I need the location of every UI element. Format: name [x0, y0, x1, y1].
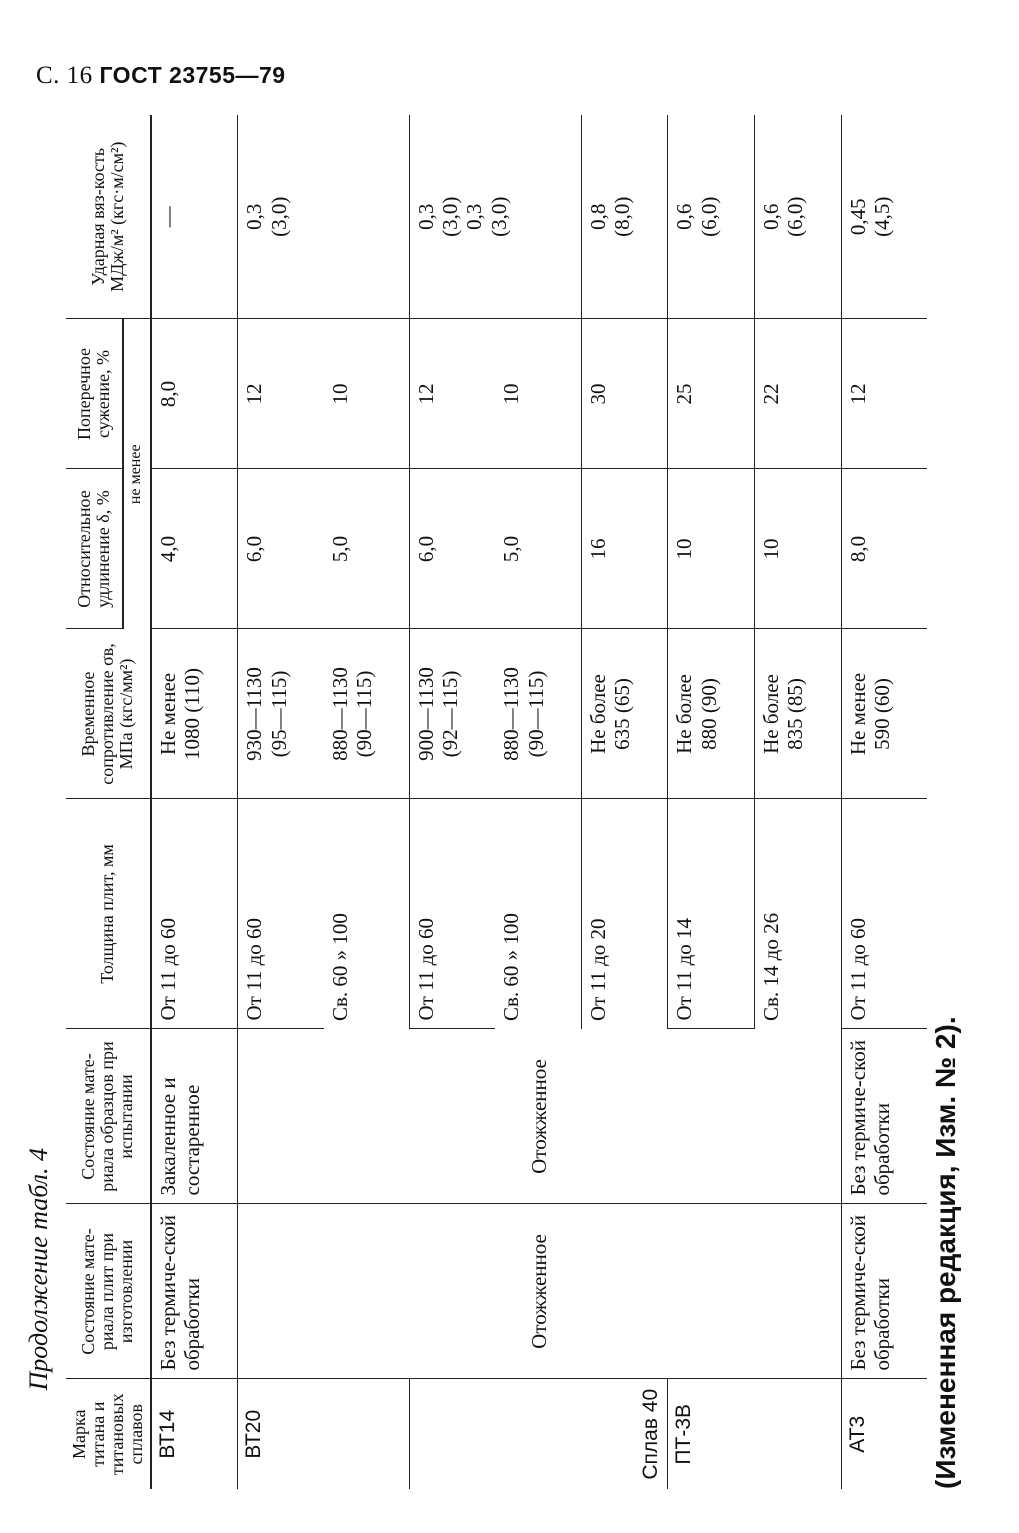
impact-cell: [238, 115, 410, 319]
tensile-line: 880—1130: [327, 667, 352, 761]
elongation-cell: 6,0: [410, 469, 496, 629]
impact-line: 0,3: [414, 203, 439, 230]
tensile-cell: [754, 629, 841, 799]
impact-cell: —: [151, 115, 238, 319]
grade-cell: ВТ14: [151, 1379, 238, 1489]
page-number: С. 16: [36, 62, 93, 89]
grade-cell: АТ3: [841, 1379, 927, 1489]
table-row: [238, 115, 324, 1489]
impact-line: (6,0): [696, 196, 721, 237]
tensile-cell: [324, 629, 410, 799]
elongation-cell: 8,0: [841, 469, 927, 629]
reduction-cell: 30: [581, 319, 668, 469]
tensile-line: (90—115): [351, 670, 376, 758]
state-manufacture-cell: Отожженное: [238, 1204, 841, 1379]
col-state-manufacture: Состояние мате-риала плит при изготовлении: [66, 1204, 151, 1379]
impact-cell: [581, 115, 668, 319]
properties-table: [66, 115, 927, 1489]
tensile-line: Не более: [672, 674, 697, 754]
col-grade: Марка титана и титановых сплавов: [66, 1379, 151, 1489]
standard-number: ГОСТ 23755—79: [99, 62, 286, 88]
amendment-note: (Измененная редакция, Изм. № 2).: [930, 1016, 961, 1489]
impact-line: (8,0): [609, 196, 634, 237]
reduction-cell: 12: [410, 319, 496, 469]
elongation-cell: 10: [754, 469, 841, 629]
impact-line: (4,5): [869, 196, 894, 237]
thickness-cell: Св. 60 » 100: [499, 913, 524, 1021]
impact-line: (3,0): [486, 196, 511, 237]
reduction-cell: 10: [324, 319, 410, 469]
state-test-cell: Без термиче-ской обработки: [841, 1029, 927, 1204]
col-impact: Ударная вяз-кость МДж/м² (кгс·м/см²): [66, 115, 151, 319]
tensile-line: 635 (65): [609, 678, 634, 750]
tensile-line: 880—1130: [499, 667, 524, 761]
state-manufacture-cell: Без термиче-ской обработки: [151, 1204, 238, 1379]
tensile-line: 590 (60): [869, 678, 894, 750]
tensile-cell: [495, 629, 581, 799]
tensile-line: Не менее: [155, 672, 180, 756]
thickness-cell: Св. 14 до 26: [754, 799, 841, 1029]
col-state-test: Состояние мате-риала образцов при испытании: [66, 1029, 151, 1204]
tensile-line: 1080 (110): [179, 668, 204, 760]
thickness-cell: Св. 60 » 100: [327, 913, 352, 1021]
impact-cell: [754, 115, 841, 319]
tensile-cell: [668, 629, 755, 799]
tensile-line: 880 (90): [696, 678, 721, 750]
impact-line: 0,8: [585, 203, 610, 230]
thickness-cell: От 11 до 60: [151, 799, 238, 1029]
impact-line: 0,6: [672, 203, 697, 230]
elongation-cell: 10: [668, 469, 755, 629]
reduction-cell: 12: [238, 319, 324, 469]
impact-line: (6,0): [783, 196, 808, 237]
elongation-cell: 5,0: [324, 469, 410, 629]
impact-line: (3,0): [438, 196, 463, 237]
not-less-label: не менее: [123, 319, 151, 629]
col-thickness: Толщина плит, мм: [66, 799, 151, 1029]
col-elongation: Относительное удлинение δ, %: [66, 469, 123, 629]
impact-cell: [841, 115, 927, 319]
state-test-cell: Закаленное и состаренное: [151, 1029, 238, 1204]
impact-cell: [668, 115, 755, 319]
reduction-cell: 8,0: [151, 319, 238, 469]
tensile-cell: [151, 629, 238, 799]
grade-cell: ПТ-3В: [668, 1379, 841, 1489]
state-manufacture-cell: Без термиче-ской обработки: [841, 1204, 927, 1379]
impact-line: 0,6: [758, 203, 783, 230]
tensile-cell: [841, 629, 927, 799]
tensile-line: 930—1130: [242, 667, 267, 761]
tensile-cell: [238, 629, 324, 799]
impact-line: 0,3: [242, 203, 267, 230]
reduction-cell: 25: [668, 319, 755, 469]
table-caption: Продолжение табл. 4: [24, 1148, 53, 1391]
reduction-cell: 10: [495, 319, 581, 469]
tensile-line: 900—1130: [414, 667, 439, 761]
impact-line: 0,45: [845, 198, 870, 236]
grade-cell: ВТ20: [238, 1379, 410, 1489]
impact-cell: [410, 115, 582, 319]
elongation-cell: 6,0: [238, 469, 324, 629]
tensile-cell: [581, 629, 668, 799]
tensile-line: (95—115): [266, 670, 291, 758]
grade-cell: Сплав 40: [410, 1379, 668, 1489]
impact-line: (3,0): [266, 196, 291, 237]
thickness-cell: От 11 до 20: [581, 799, 668, 1029]
elongation-cell: 5,0: [495, 469, 581, 629]
tensile-line: Не менее: [845, 672, 870, 756]
table-row: [151, 115, 238, 1489]
tensile-line: Не более: [758, 674, 783, 754]
impact-line: 0,3: [462, 203, 487, 230]
tensile-line: 835 (85): [783, 678, 808, 750]
tensile-line: Не более: [585, 674, 610, 754]
tensile-line: (90—115): [523, 670, 548, 758]
state-test-cell: Отожженное: [238, 1029, 841, 1204]
tensile-cell: [410, 629, 496, 799]
thickness-cell: От 11 до 60: [841, 799, 927, 1029]
col-reduction: Поперечное сужение, %: [66, 319, 123, 469]
reduction-cell: 22: [754, 319, 841, 469]
thickness-cell: От 11 до 60: [238, 799, 324, 1029]
table-row: [841, 115, 927, 1489]
reduction-cell: 12: [841, 319, 927, 469]
col-tensile: Временное сопротивление σв, МПа (кгс/мм²): [66, 629, 151, 799]
elongation-cell: 4,0: [151, 469, 238, 629]
thickness-cell: От 11 до 14: [668, 799, 755, 1029]
elongation-cell: 16: [581, 469, 668, 629]
header-row: [66, 115, 123, 1489]
thickness-cell: От 11 до 60: [410, 799, 496, 1029]
tensile-line: (92—115): [438, 670, 463, 758]
